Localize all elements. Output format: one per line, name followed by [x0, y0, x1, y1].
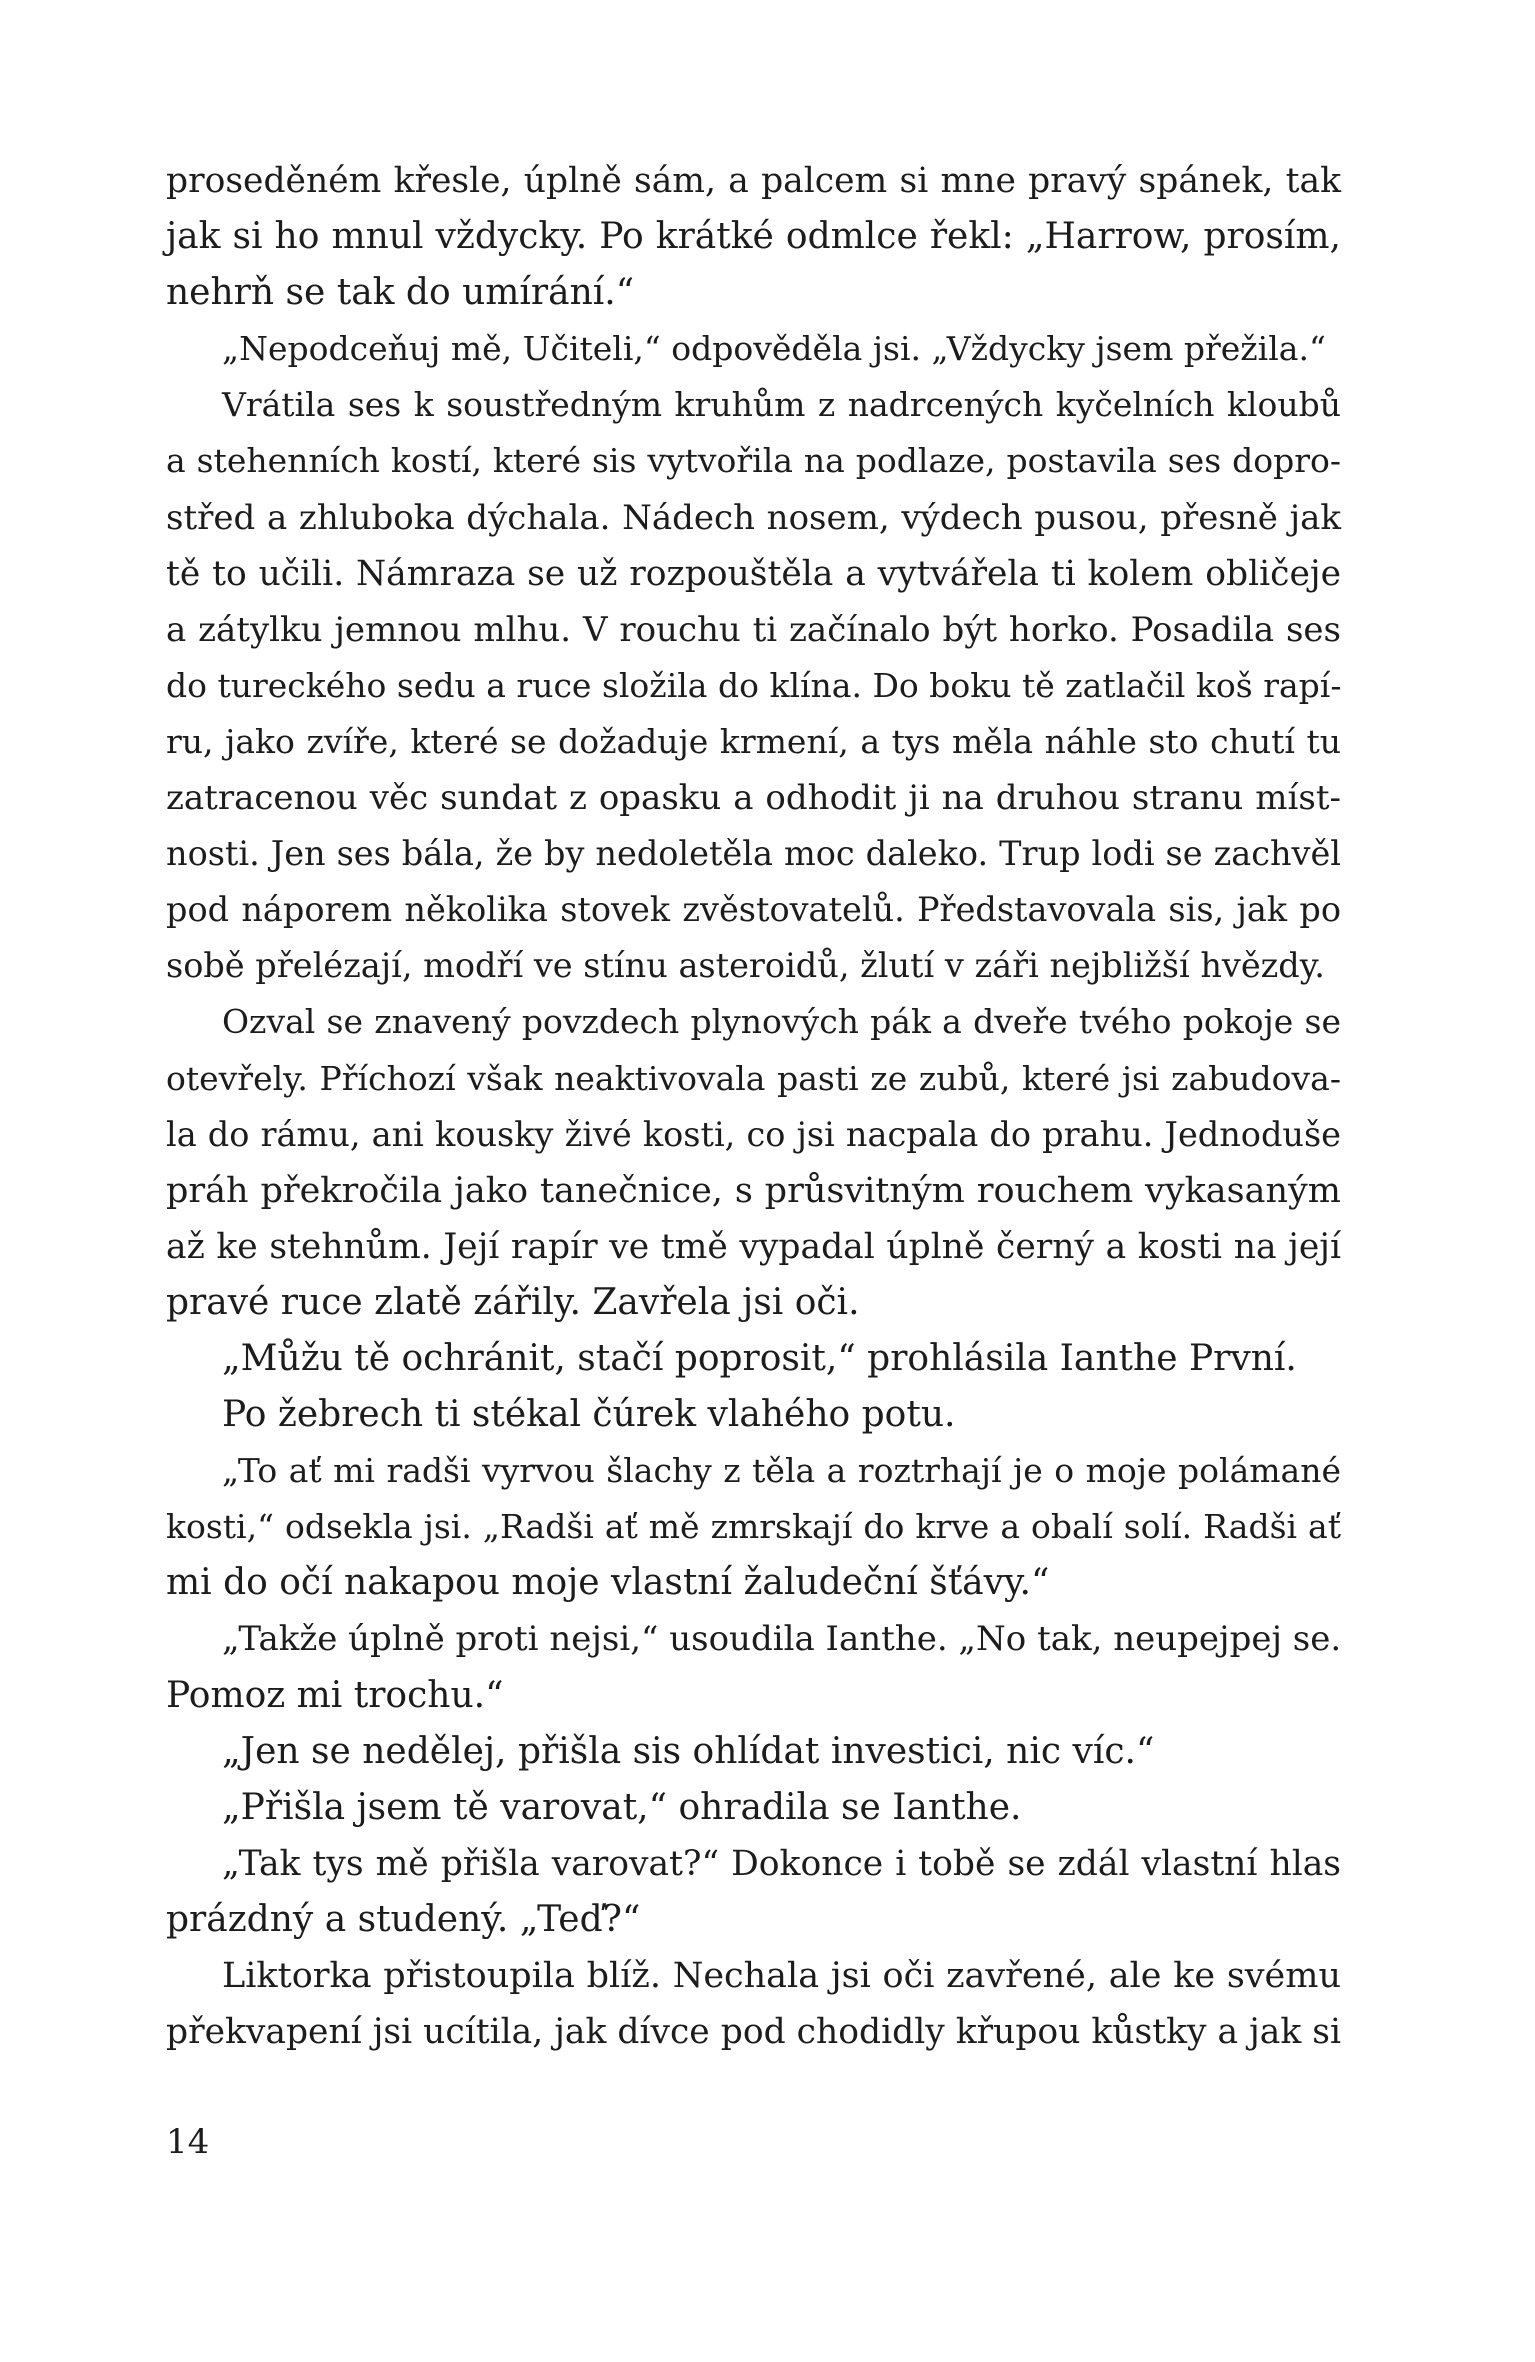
text-line: mi do očí nakapou moje vlastní žaludeční šťávy.“ — [166, 1562, 1050, 1604]
text-line: pravé ruce zlatě zářily. Zavřela jsi oči. — [166, 1281, 860, 1323]
text-line: „Jen se nedělej, přišla sis ohlídat investici, nic víc.“ — [222, 1730, 1155, 1772]
text-line: „Tak tys mě přišla varovat?“ Dokonce i tobě se zdál vlastní hlas — [222, 1843, 1341, 1884]
text-line: překvapení jsi ucítila, jak dívce pod chodidly křupou kůstky a jak si — [166, 2012, 1341, 2053]
body-text — [166, 153, 1341, 2060]
text-line: otevřely. Příchozí však neaktivovala pasti ze zubů, které jsi zabudova- — [166, 1058, 1341, 1098]
text-line: až ke stehnům. Její rapír ve tmě vypadal úplně černý a kosti na její — [166, 1226, 1341, 1267]
text-line: „Nepodceňuj mě, Učiteli,“ odpověděla jsi. „Vždycky jsem přežila.“ — [222, 329, 1326, 369]
text-line: a stehenních kostí, které sis vytvořila na podlaze, postavila ses dopro- — [166, 441, 1341, 481]
text-line: jak si ho mnul vždycky. Po krátké odmlce řekl: „Harrow, prosím, — [166, 216, 1341, 258]
text-line: kosti,“ odsekla jsi. „Radši ať mě zmrskají do krve a obalí solí. Radši ať — [166, 1507, 1341, 1547]
text-line: proseděném křesle, úplně sám, a palcem si mne pravý spánek, tak — [166, 161, 1341, 201]
text-line: do tureckého sedu a ruce složila do klína. Do boku tě zatlačil koš rapí- — [166, 665, 1342, 705]
text-line: ru, jako zvíře, které se dožaduje krmení, a tys měla náhle sto chutí tu — [166, 721, 1341, 761]
text-line: tě to učili. Námraza se už rozpouštěla a vytvářela ti kolem obličeje — [166, 553, 1341, 594]
text-line: prázdný a studený. „Teď?“ — [166, 1898, 641, 1940]
text-line: Liktorka přistoupila blíž. Nechala jsi oči zavřené, ale ke svému — [222, 1956, 1341, 1996]
text-line: „Můžu tě ochránit, stačí poprosit,“ prohlásila Ianthe První. — [222, 1337, 1297, 1379]
text-line: práh překročila jako tanečnice, s průsvitným rouchem vykasaným — [166, 1170, 1341, 1211]
text-line: střed a zhluboka dýchala. Nádech nosem, výdech pusou, přesně jak — [166, 497, 1341, 538]
text-line: Po žebrech ti stékal čúrek vlahého potu. — [222, 1394, 956, 1436]
text-line: pod náporem několika stovek zvěstovatelů. Představovala sis, jak po — [166, 890, 1341, 930]
text-line: nosti. Jen ses bála, že by nedoletěla moc daleko. Trup lodi se zachvěl — [166, 834, 1341, 874]
text-line: nehrň se tak do umírání.“ — [166, 272, 635, 314]
text-line: Ozval se znavený povzdech plynových pák a dveře tvého pokoje se — [222, 1002, 1341, 1042]
text-line: la do rámu, ani kousky živé kosti, co jsi nacpala do prahu. Jednoduše — [166, 1114, 1341, 1154]
text-line: Pomoz mi trochu.“ — [166, 1674, 504, 1716]
text-line: zatracenou věc sundat z opasku a odhodit ji na druhou stranu míst- — [166, 778, 1341, 819]
text-line: sobě přelézají, modří ve stínu asteroidů, žlutí v záři nejbližší hvězdy. — [166, 946, 1325, 986]
text-line: a zátylku jemnou mlhu. V rouchu ti začínalo být horko. Posadila ses — [166, 609, 1341, 650]
text-line: „Takže úplně proti nejsi,“ usoudila Ianthe. „No tak, neupejpej se. — [222, 1619, 1342, 1660]
text-line: „To ať mi radši vyrvou šlachy z těla a roztrhají je o moje polámané — [222, 1451, 1341, 1491]
text-line: Vrátila ses k soustředným kruhům z nadrcených kyčelních kloubů — [222, 385, 1341, 425]
page-number: 14 — [166, 2122, 210, 2162]
text-line: „Přišla jsem tě varovat,“ ohradila se Ianthe. — [222, 1786, 1022, 1828]
